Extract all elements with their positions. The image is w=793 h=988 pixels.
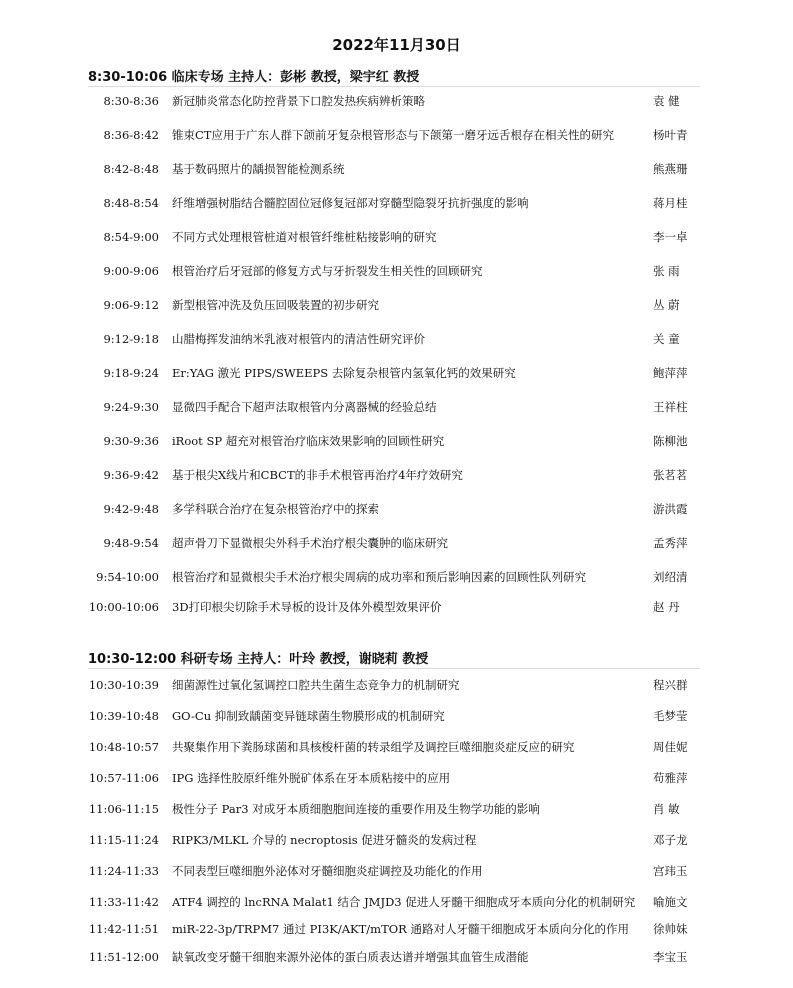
talk-title: 基于数码照片的龋损智能检测系统 — [172, 162, 345, 176]
talk-time: 8:42-8:48 — [103, 162, 159, 176]
schedule-row — [0, 159, 793, 179]
session-header-research: 10:30-12:00 科研专场 主持人：叶玲 教授，谢晓莉 教授 — [88, 652, 429, 667]
talk-time: 9:18-9:24 — [103, 366, 159, 380]
talk-title: GO-Cu 抑制致龋菌变异链球菌生物膜形成的机制研究 — [172, 709, 445, 723]
talk-speaker: 张 雨 — [653, 264, 680, 278]
talk-time: 8:48-8:54 — [103, 196, 159, 210]
talk-title: 山腊梅挥发油纳米乳液对根管内的清洁性研究评价 — [172, 332, 425, 346]
divider — [88, 668, 700, 669]
talk-speaker: 陈柳池 — [653, 434, 688, 448]
schedule-row — [0, 91, 793, 111]
talk-speaker: 肖 敏 — [653, 802, 680, 816]
talk-title: 锥束CT应用于广东人群下颌前牙复杂根管形态与下颌第一磨牙远舌根存在相关性的研究 — [172, 128, 614, 142]
talk-title: 共聚集作用下粪肠球菌和具核梭杆菌的转录组学及调控巨噬细胞炎症反应的研究 — [172, 740, 575, 754]
talk-title: 缺氧改变牙髓干细胞来源外泌体的蛋白质表达谱并增强其血管生成潜能 — [172, 950, 529, 964]
talk-time: 9:48-9:54 — [103, 536, 159, 550]
talk-time: 9:54-10:00 — [96, 570, 159, 584]
talk-title: 超声骨刀下显微根尖外科手术治疗根尖囊肿的临床研究 — [172, 536, 448, 550]
talk-time: 8:54-9:00 — [103, 230, 159, 244]
talk-title: 细菌源性过氧化氢调控口腔共生菌生态竞争力的机制研究 — [172, 678, 460, 692]
talk-title: Er:YAG 激光 PIPS/SWEEPS 去除复杂根管内氢氧化钙的效果研究 — [172, 366, 516, 380]
schedule-row — [0, 465, 793, 485]
talk-speaker: 毛梦莹 — [653, 709, 688, 723]
schedule-row — [0, 799, 793, 819]
talk-title: 新型根管冲洗及负压回吸装置的初步研究 — [172, 298, 379, 312]
schedule-row — [0, 861, 793, 881]
talk-speaker: 杨叶青 — [653, 128, 688, 142]
schedule-row — [0, 125, 793, 145]
talk-time: 9:42-9:48 — [103, 502, 159, 516]
talk-title: iRoot SP 超充对根管治疗临床效果影响的回顾性研究 — [172, 434, 445, 448]
talk-time: 9:24-9:30 — [103, 400, 159, 414]
talk-speaker: 苟雅萍 — [653, 771, 688, 785]
talk-time: 10:00-10:06 — [88, 600, 159, 614]
schedule-row — [0, 499, 793, 519]
schedule-row — [0, 295, 793, 315]
talk-speaker: 李宝玉 — [653, 950, 688, 964]
talk-time: 11:06-11:15 — [88, 802, 159, 816]
talk-speaker: 刘绍清 — [653, 570, 688, 584]
talk-time: 10:57-11:06 — [88, 771, 159, 785]
talk-speaker: 喻施文 — [653, 895, 688, 909]
talk-speaker: 游洪霞 — [653, 502, 688, 516]
talk-speaker: 鲍萍萍 — [653, 366, 688, 380]
talk-time: 10:30-10:39 — [88, 678, 159, 692]
schedule-row — [0, 567, 793, 587]
schedule-row — [0, 261, 793, 281]
schedule-row — [0, 397, 793, 417]
talk-title: 显微四手配合下超声法取根管内分离器械的经验总结 — [172, 400, 437, 414]
talk-title: 根管治疗后牙冠部的修复方式与牙折裂发生相关性的回顾研究 — [172, 264, 483, 278]
talk-time: 9:36-9:42 — [103, 468, 159, 482]
schedule-row — [0, 947, 793, 967]
talk-speaker: 赵 丹 — [653, 600, 680, 614]
schedule-row — [0, 892, 793, 912]
schedule-row — [0, 363, 793, 383]
talk-title: 多学科联合治疗在复杂根管治疗中的探索 — [172, 502, 379, 516]
talk-speaker: 张茗茗 — [653, 468, 688, 482]
talk-time: 9:06-9:12 — [103, 298, 159, 312]
schedule-row — [0, 193, 793, 213]
talk-time: 9:12-9:18 — [103, 332, 159, 346]
talk-time: 8:36-8:42 — [103, 128, 159, 142]
talk-time: 11:24-11:33 — [88, 864, 159, 878]
schedule-row — [0, 431, 793, 451]
talk-title: 3D打印根尖切除手术导板的设计及体外模型效果评价 — [172, 600, 442, 614]
talk-time: 9:00-9:06 — [103, 264, 159, 278]
talk-speaker: 关 童 — [653, 332, 680, 346]
talk-time: 8:30-8:36 — [103, 94, 159, 108]
talk-title: 基于根尖X线片和CBCT的非手术根管再治疗4年疗效研究 — [172, 468, 463, 482]
talk-title: 新冠肺炎常态化防控背景下口腔发热疾病辨析策略 — [172, 94, 425, 108]
talk-speaker: 王祥柱 — [653, 400, 688, 414]
talk-speaker: 孟秀萍 — [653, 536, 688, 550]
divider — [88, 86, 700, 87]
talk-speaker: 李一卓 — [653, 230, 688, 244]
schedule-row — [0, 737, 793, 757]
schedule-row — [0, 830, 793, 850]
talk-speaker: 丛 蔚 — [653, 298, 680, 312]
schedule-row — [0, 768, 793, 788]
talk-speaker: 熊燕珊 — [653, 162, 688, 176]
talk-title: IPG 选择性胶原纤维外脱矿体系在牙本质粘接中的应用 — [172, 771, 451, 785]
talk-speaker: 程兴群 — [653, 678, 688, 692]
talk-speaker: 袁 健 — [653, 94, 680, 108]
session-header-clinical: 8:30-10:06 临床专场 主持人：彭彬 教授，梁宇红 教授 — [88, 70, 420, 85]
talk-title: ATF4 调控的 lncRNA Malat1 结合 JMJD3 促进人牙髓干细胞成牙本质向分化的机制研究 — [172, 895, 636, 909]
talk-title: 极性分子 Par3 对成牙本质细胞胞间连接的重要作用及生物学功能的影响 — [172, 802, 540, 816]
schedule-row — [0, 706, 793, 726]
talk-speaker: 蒋月桂 — [653, 196, 688, 210]
schedule-row — [0, 227, 793, 247]
page-title: 2022年11月30日 — [332, 36, 461, 54]
schedule-row — [0, 329, 793, 349]
schedule-row — [0, 675, 793, 695]
talk-speaker: 徐帅妹 — [653, 922, 688, 936]
talk-time: 10:48-10:57 — [88, 740, 159, 754]
talk-time: 11:33-11:42 — [88, 895, 159, 909]
talk-title: 不同表型巨噬细胞外泌体对牙髓细胞炎症调控及功能化的作用 — [172, 864, 483, 878]
schedule-row — [0, 597, 793, 617]
talk-time: 11:15-11:24 — [88, 833, 159, 847]
talk-speaker: 周佳妮 — [653, 740, 688, 754]
talk-time: 11:51-12:00 — [88, 950, 159, 964]
talk-title: miR-22-3p/TRPM7 通过 PI3K/AKT/mTOR 通路对人牙髓干细胞成牙本质向分化的作用 — [172, 922, 629, 936]
talk-speaker: 宫玮玉 — [653, 864, 688, 878]
talk-title: 纤维增强树脂结合髓腔固位冠修复冠部对穿髓型隐裂牙抗折强度的影响 — [172, 196, 529, 210]
talk-title: 根管治疗和显微根尖手术治疗根尖周病的成功率和预后影响因素的回顾性队列研究 — [172, 570, 586, 584]
talk-speaker: 邓子龙 — [653, 833, 688, 847]
talk-title: RIPK3/MLKL 介导的 necroptosis 促进牙髓炎的发病过程 — [172, 833, 477, 847]
talk-time: 9:30-9:36 — [103, 434, 159, 448]
schedule-row — [0, 533, 793, 553]
talk-time: 10:39-10:48 — [88, 709, 159, 723]
talk-title: 不同方式处理根管桩道对根管纤维桩粘接影响的研究 — [172, 230, 437, 244]
schedule-row — [0, 919, 793, 939]
talk-time: 11:42-11:51 — [88, 922, 159, 936]
